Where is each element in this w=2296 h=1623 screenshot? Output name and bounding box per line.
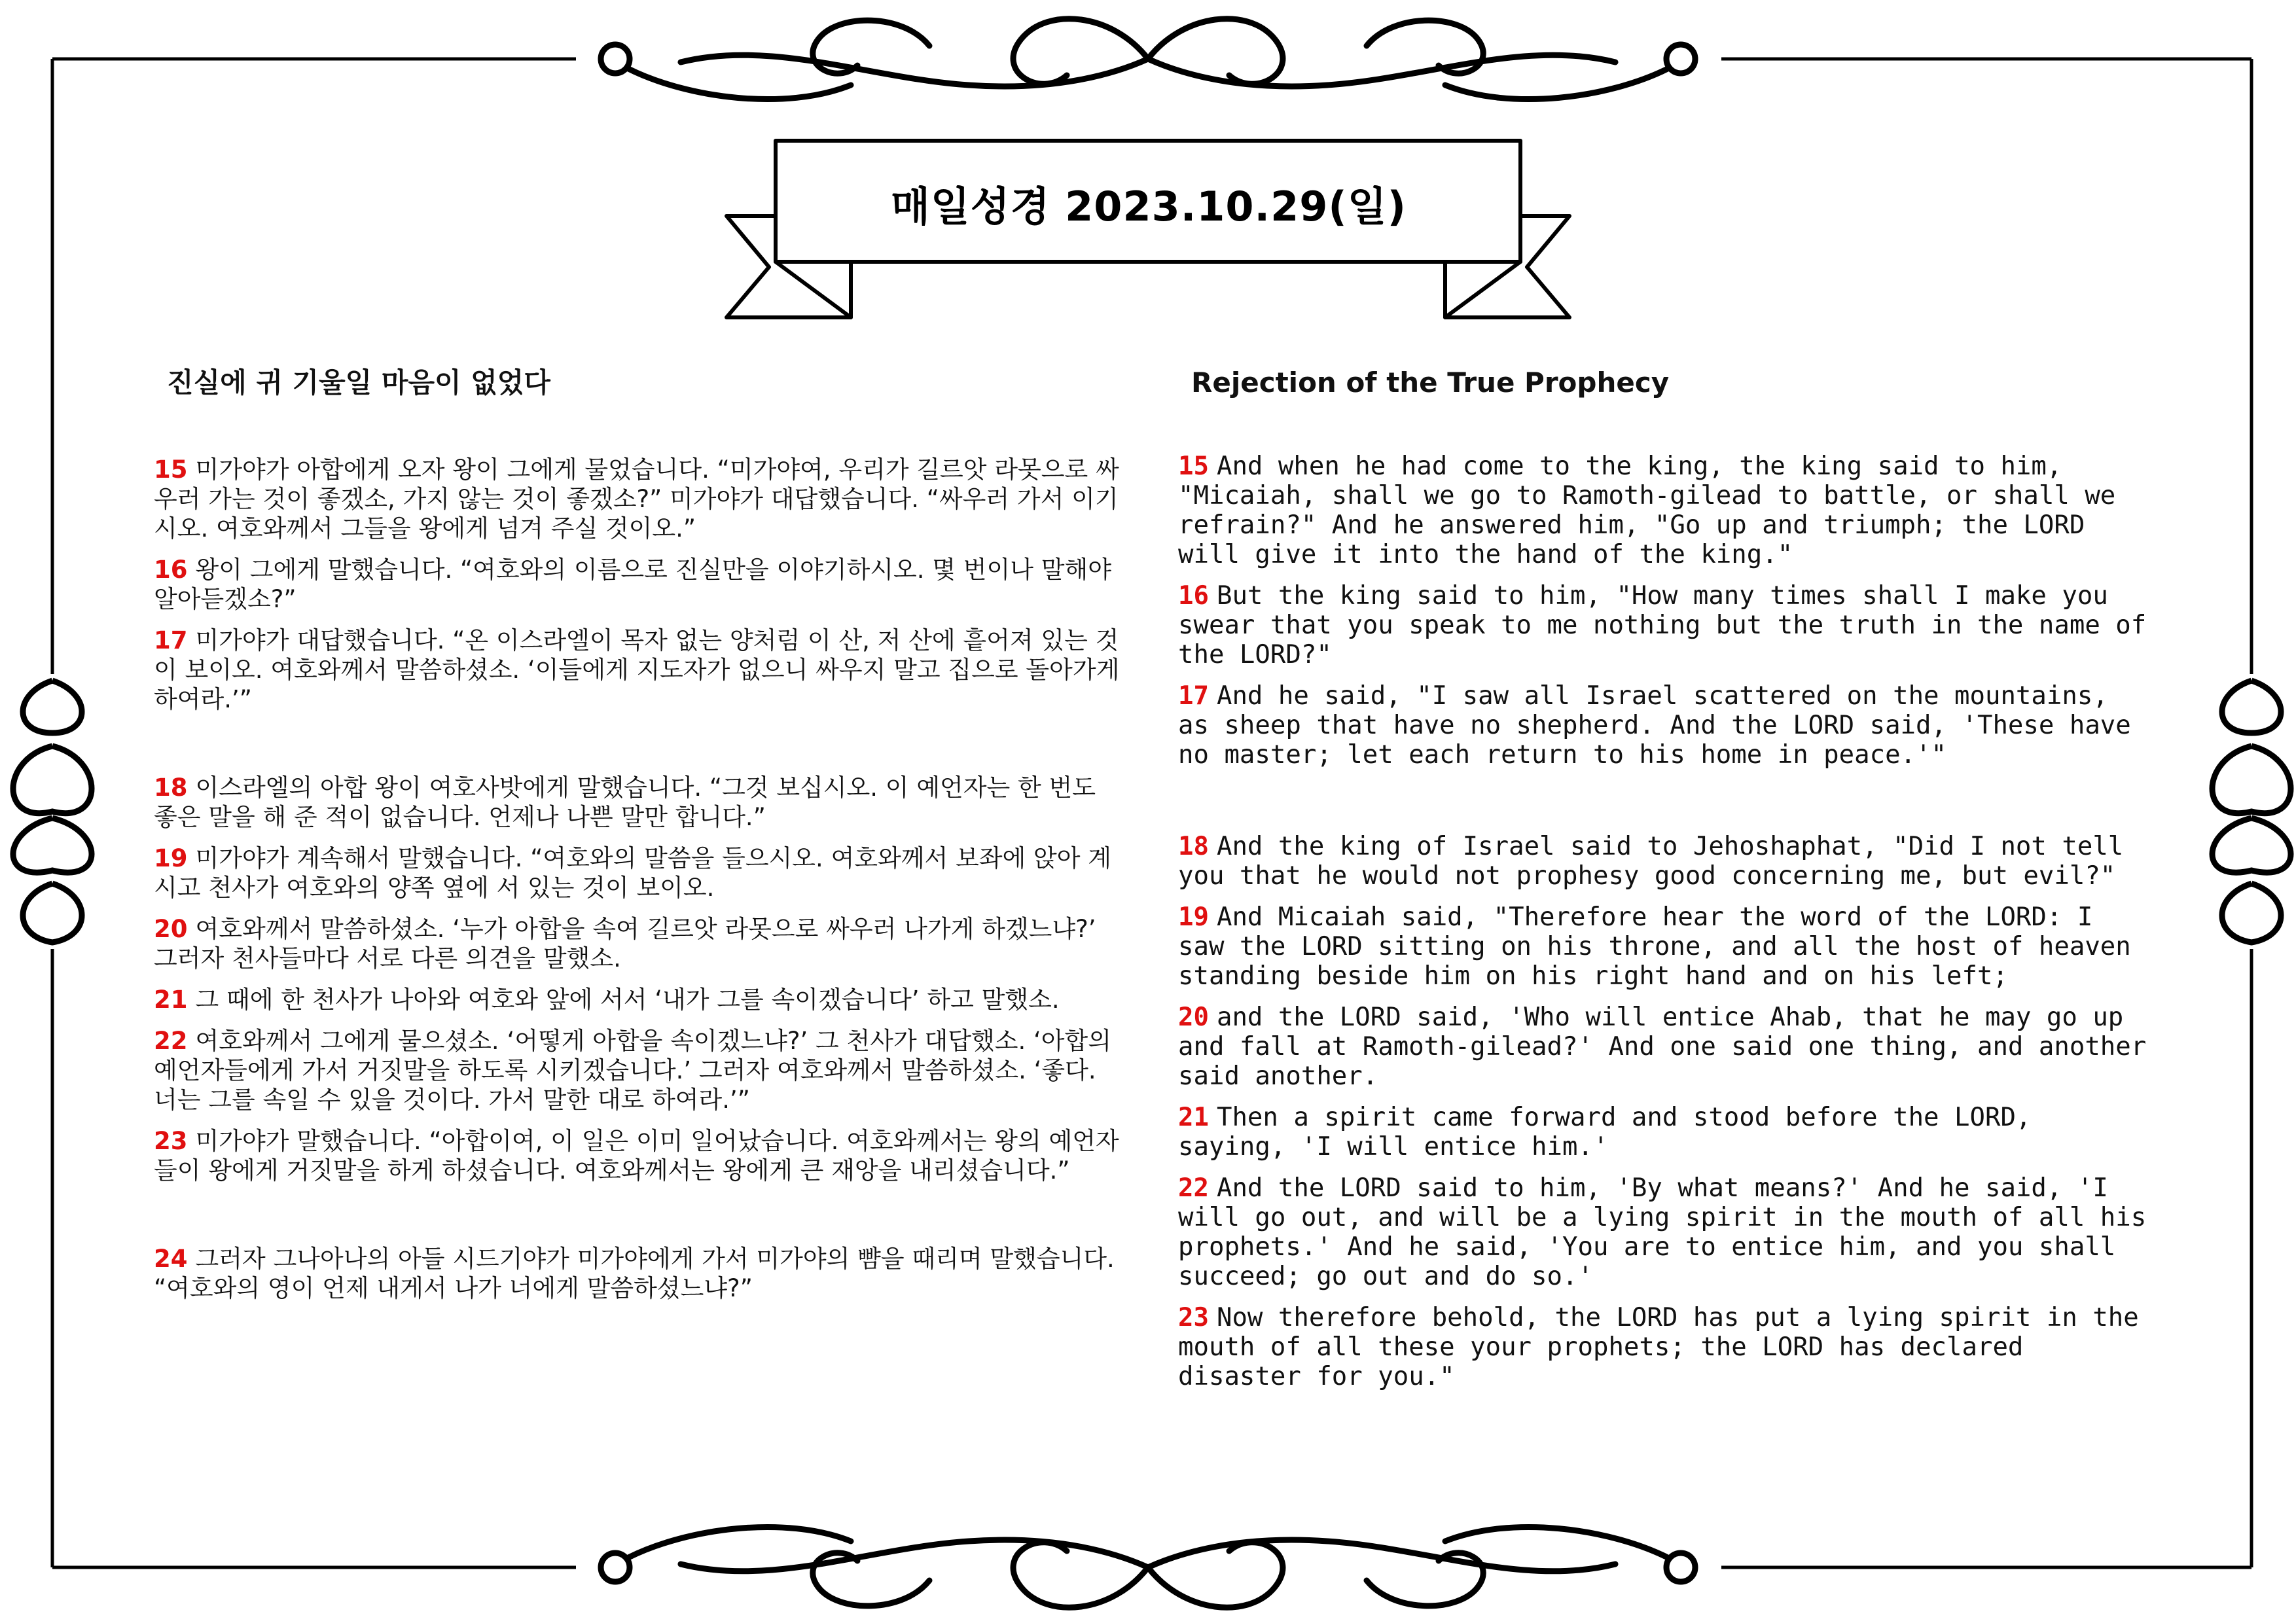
verse-text: 이스라엘의 아합 왕이 여호사밧에게 말했습니다. “그것 보십시오. 이 예언자는 한 번도 좋은 말을 해 준 적이 없습니다. 언제나 나쁜 말만 합니다.” [154, 774, 1096, 831]
english-verse-17 [1178, 681, 2147, 770]
verse-text: And he said, "I saw all Israel scattered on the mountains, as sheep that have no shepherd. And the LORD said, 'These have no master; let each return to his home in peace.'" [1178, 681, 2131, 770]
korean-verse-20 [154, 914, 1122, 973]
verse-number: 22 [1178, 1173, 1209, 1203]
verse-text: and the LORD said, 'Who will entice Ahab, that he may go up and fall at Ramoth-gilead?' And one said one thing, and another said another. [1178, 1003, 2147, 1091]
top-flourish-ornament [601, 19, 1695, 99]
english-verse-15 [1178, 452, 2147, 569]
korean-verse-21 [154, 985, 1122, 1014]
english-verse-18 [1178, 832, 2147, 891]
english-verse-19 [1178, 902, 2147, 991]
english-column [1178, 363, 2147, 1391]
verse-text: 여호와께서 그에게 물으셨소. ‘어떻게 아합을 속이겠느냐?’ 그 천사가 대답했소. ‘아합의 예언자들에게 가서 거짓말을 하도록 시키겠습니다.’ 그러자 여호와께서 말씀하셨소. ‘좋다. 너는 그를 속일 수 있을 것이다. 가서 말한 대로 하여라.’” [154, 1027, 1112, 1114]
verse-number: 22 [154, 1027, 188, 1055]
verse-number: 19 [1178, 902, 1209, 932]
korean-verse-24 [154, 1244, 1122, 1303]
verse-number: 15 [1178, 452, 1209, 481]
verse-text: Now therefore behold, the LORD has put a lying spirit in the mouth of all these your prophets; the LORD has declared disaster for you." [1178, 1303, 2139, 1391]
verse-text: 미가야가 대답했습니다. “온 이스라엘이 목자 없는 양처럼 이 산, 저 산에 흩어져 있는 것이 보이오. 여호와께서 말씀하셨소. ‘이들에게 지도자가 없으니 싸우지 말고 집으로 돌아가게 하여라.’” [154, 626, 1120, 713]
verse-text: 그러자 그나아나의 아들 시드기야가 미가야에게 가서 미가야의 뺨을 때리며 말했습니다. “여호와의 영이 언제 내게서 나가 너에게 말씀하셨느냐?” [154, 1245, 1115, 1302]
korean-verse-18 [154, 773, 1122, 832]
korean-verse-16 [154, 555, 1122, 614]
bottom-flourish-ornament [601, 1527, 1695, 1607]
english-verse-23 [1178, 1303, 2147, 1391]
verse-text: Then a spirit came forward and stood before the LORD, saying, 'I will entice him.' [1178, 1103, 2032, 1162]
english-verse-list [1178, 452, 2147, 1403]
verse-number: 17 [1178, 681, 1209, 711]
korean-verse-19 [154, 844, 1122, 902]
verse-number: 20 [154, 915, 188, 943]
verse-number: 15 [154, 455, 188, 484]
verse-number: 16 [154, 556, 188, 584]
verse-text: 미가야가 계속해서 말했습니다. “여호와의 말씀을 들으시오. 여호와께서 보좌에 앉아 계시고 천사가 여호와의 양쪽 옆에 서 있는 것이 보이오. [154, 844, 1112, 902]
korean-verse-15 [154, 455, 1122, 543]
korean-column [154, 363, 1122, 1302]
verse-text: 여호와께서 말씀하셨소. ‘누가 아합을 속여 길르앗 라못으로 싸우러 나가게 하겠느냐?’ 그러자 천사들마다 서로 다른 의견을 말했소. [154, 915, 1096, 972]
korean-verse-22 [154, 1026, 1122, 1115]
verse-text: And the king of Israel said to Jehoshaphat, "Did I not tell you that he would not prophesy good concerning me, but evil?" [1178, 832, 2124, 891]
korean-verse-17 [154, 626, 1122, 714]
english-heading: Rejection of the True Prophecy [1191, 366, 1670, 399]
verse-text: But the king said to him, "How many times shall I make you swear that you speak to me nothing but the truth in the name of the LORD?" [1178, 581, 2147, 669]
verse-text: 미가야가 아합에게 오자 왕이 그에게 물었습니다. “미가야여, 우리가 길르앗 라못으로 싸우러 가는 것이 좋겠소, 가지 않는 것이 좋겠소?” 미가야가 대답했습니다. “싸우러 가서 이기시오. 여호와께서 그들을 왕에게 넘겨 주실 것이오.” [154, 455, 1119, 543]
right-heart-scroll-ornament [2212, 681, 2291, 942]
left-heart-scroll-ornament [13, 681, 92, 942]
verse-number: 20 [1178, 1003, 1209, 1032]
english-verse-16 [1178, 581, 2147, 669]
korean-heading: 진실에 귀 기울일 마음이 없었다 [167, 366, 550, 399]
korean-verse-23 [154, 1126, 1122, 1185]
verse-text: 그 때에 한 천사가 나아와 여호와 앞에 서서 ‘내가 그를 속이겠습니다’ 하고 말했소. [195, 986, 1060, 1014]
verse-text: And the LORD said to him, 'By what means?' And he said, 'I will go out, and will be a lying spirit in the mouth of all his prophets.' And he said, 'You are to entice him, and you shall succeed; go out and do so.' [1178, 1173, 2147, 1291]
verse-number: 16 [1178, 581, 1209, 611]
verse-text: And when he had come to the king, the king said to him, "Micaiah, shall we go to Ramoth-gilead to battle, or shall we refrain?" And he answered him, "Go up and triumph; the LORD will give it into the hand of the king." [1178, 452, 2116, 569]
verse-text: 왕이 그에게 말했습니다. “여호와의 이름으로 진실만을 이야기하시오. 몇 번이나 말해야 알아듣겠소?” [154, 556, 1112, 613]
verse-number: 24 [154, 1245, 188, 1273]
verse-number: 17 [154, 626, 188, 654]
english-verse-20 [1178, 1003, 2147, 1091]
verse-text: And Micaiah said, "Therefore hear the word of the LORD: I saw the LORD sitting on his throne, and all the host of heaven standing beside him on his right hand and on his left; [1178, 902, 2131, 991]
english-verse-22 [1178, 1173, 2147, 1291]
verse-number: 18 [1178, 832, 1209, 861]
english-verse-21 [1178, 1103, 2147, 1162]
verse-number: 21 [154, 986, 188, 1014]
korean-verse-list [154, 455, 1122, 1315]
verse-number: 23 [154, 1127, 188, 1155]
verse-number: 21 [1178, 1103, 1209, 1132]
verse-number: 19 [154, 844, 188, 872]
page-title: 매일성경 2023.10.29(일) [891, 182, 1407, 230]
verse-number: 23 [1178, 1303, 1209, 1332]
verse-text: 미가야가 말했습니다. “아합이여, 이 일은 이미 일어났습니다. 여호와께서는 왕의 예언자들이 왕에게 거짓말을 하게 하셨습니다. 여호와께서는 왕에게 큰 재앙을 내리셨습니다.” [154, 1127, 1119, 1185]
verse-number: 18 [154, 774, 188, 802]
